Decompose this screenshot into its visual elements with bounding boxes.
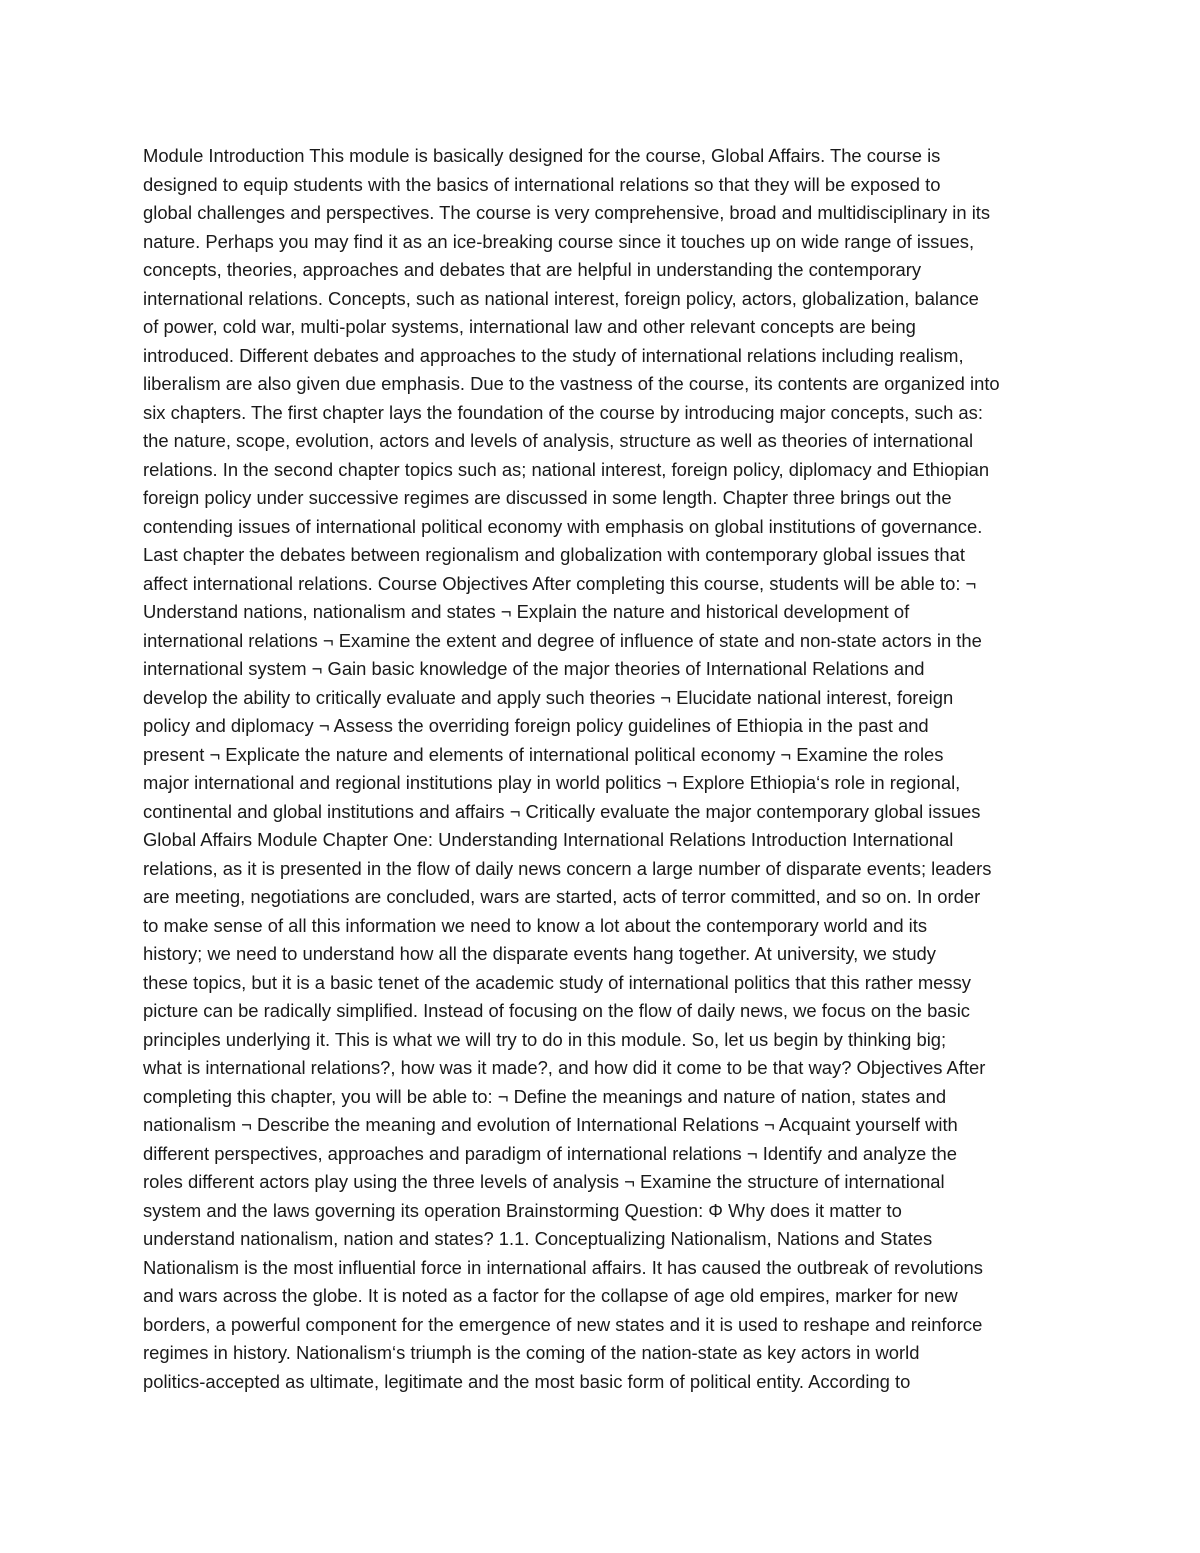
text-line: relations, as it is presented in the flow of daily news concern a large number of disparate events; leaders [143,857,992,879]
text-line: the nature, scope, evolution, actors and levels of analysis, structure as well as theories of international [143,430,974,451]
text-line: principles underlying it. This is what we will try to do in this module. So, let us begin by thinking big; [143,1028,947,1050]
text-line: roles different actors play using the three levels of analysis ¬ Examine the structure of international [143,1171,945,1192]
text-line: Understand nations, nationalism and states ¬ Explain the nature and historical development of [143,601,910,622]
text-line: nature. Perhaps you may find it as an ice-breaking course since it touches up on wide range of issues, [143,230,975,252]
text-line: understand nationalism, nation and states? 1.1. Conceptualizing Nationalism, Nations and States [143,1228,933,1249]
text-line: major international and regional institutions play in world politics ¬ Explore Ethiopia‘s role in regional, [143,772,961,793]
text-line: borders, a powerful component for the emergence of new states and it is used to reshape and reinforce [143,1313,983,1335]
text-line: affect international relations. Course Objectives After completing this course, students will be able to: ¬ [143,572,977,594]
text-line: continental and global institutions and affairs ¬ Critically evaluate the major contemporary global issues [143,800,981,822]
text-line: six chapters. The first chapter lays the foundation of the course by introducing major concepts, such as: [143,401,983,423]
text-line: liberalism are also given due emphasis. Due to the vastness of the course, its contents are organized into [143,373,1000,394]
text-line: concepts, theories, approaches and debates that are helpful in understanding the contemporary [143,259,922,280]
text-line: international system ¬ Gain basic knowledge of the major theories of International Relations and [143,658,925,679]
text-line: nationalism ¬ Describe the meaning and evolution of International Relations ¬ Acquaint yourself with [143,1114,958,1135]
text-line: regimes in history. Nationalism‘s triumph is the coming of the nation-state as key actors in world [143,1342,920,1363]
text-line: politics-accepted as ultimate, legitimate and the most basic form of political entity. According to [143,1370,911,1392]
text-line: history; we need to understand how all the disparate events hang together. At university, we study [143,943,936,964]
text-line: system and the laws governing its operation Brainstorming Question: Φ Why does it matter to [143,1199,902,1221]
text-line: present ¬ Explicate the nature and elements of international political economy ¬ Examine the roles [143,743,944,765]
text-line: global challenges and perspectives. The course is very comprehensive, broad and multidisciplinary in its [143,202,991,223]
text-line: introduced. Different debates and approaches to the study of international relations including realism, [143,344,964,366]
text-line: Global Affairs Module Chapter One: Understanding International Relations Introduction International [143,829,954,850]
text-line: policy and diplomacy ¬ Assess the overriding foreign policy guidelines of Ethiopia in the past and [143,715,929,736]
text-line: picture can be radically simplified. Instead of focusing on the flow of daily news, we focus on the basic [143,1000,971,1021]
text-line: develop the ability to critically evaluate and apply such theories ¬ Elucidate national interest, foreign [143,686,954,708]
text-line: different perspectives, approaches and paradigm of international relations ¬ Identify and analyze the [143,1142,957,1164]
text-line: international relations ¬ Examine the extent and degree of influence of state and non-state actors in the [143,629,982,651]
text-line: these topics, but it is a basic tenet of the academic study of international politics that this rather messy [143,971,972,993]
text-line: relations. In the second chapter topics such as; national interest, foreign policy, diplomacy and Ethiopian [143,458,990,480]
text-line: contending issues of international political economy with emphasis on global institutions of governance. [143,515,983,537]
text-line: are meeting, negotiations are concluded, wars are started, acts of terror committed, and so on. In order [143,886,981,907]
text-line: designed to equip students with the basics of international relations so that they will be exposed to [143,173,941,195]
text-line: and wars across the globe. It is noted as a factor for the collapse of age old empires, marker for new [143,1285,958,1306]
text-line: international relations. Concepts, such as national interest, foreign policy, actors, globalization, balance [143,287,979,309]
body-paragraph [143,142,1083,1396]
text-line: foreign policy under successive regimes are discussed in some length. Chapter three brings out the [143,487,952,508]
text-line: Last chapter the debates between regionalism and globalization with contemporary global issues that [143,544,965,565]
text-line: to make sense of all this information we need to know a lot about the contemporary world and its [143,914,928,936]
text-line: of power, cold war, multi-polar systems, international law and other relevant concepts are being [143,316,916,337]
text-line: completing this chapter, you will be able to: ¬ Define the meanings and nature of nation, states and [143,1085,947,1107]
text-line: what is international relations?, how was it made?, and how did it come to be that way? Objectives After [143,1057,986,1078]
text-line: Module Introduction This module is basically designed for the course, Global Affairs. The course is [143,145,941,166]
text-line: Nationalism is the most influential force in international affairs. It has caused the outbreak of revolutions [143,1256,983,1278]
